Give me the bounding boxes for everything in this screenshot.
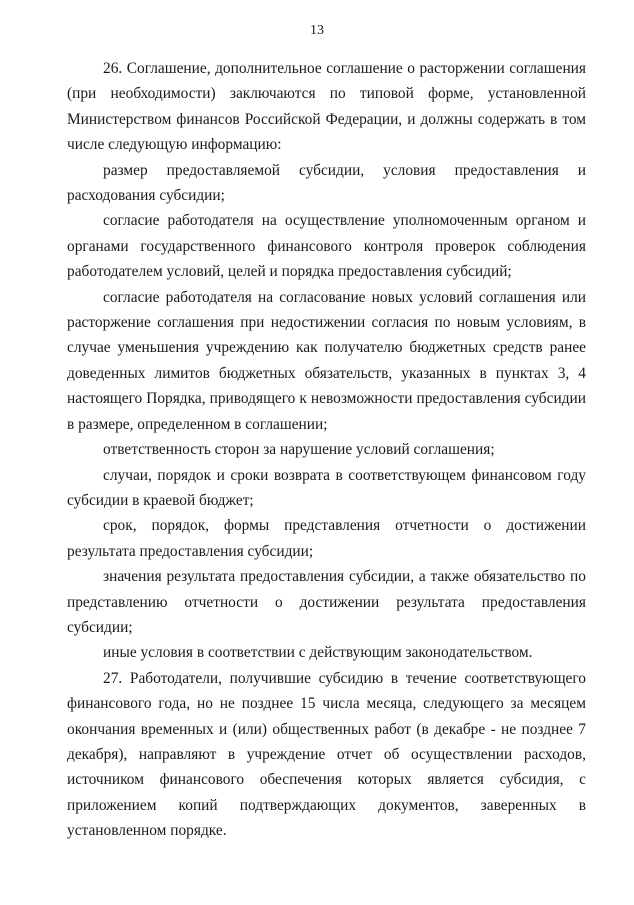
document-body (67, 56, 586, 844)
paragraph-inspection-consent: согласие работодателя на осуществление уполномоченным органом и органами государственного финансового контроля проверок соблюдения работодателем условий, целей и порядка предоставления субсидий; (67, 212, 586, 281)
paragraph-refund-cases: случаи, порядок и сроки возврата в соответствующем финансовом году субсидии в краевой бюджет; (67, 466, 586, 509)
paragraph-responsibility: ответственность сторон за нарушение условий соглашения; (103, 441, 495, 459)
paragraph-subsidy-size: размер предоставляемой субсидии, условия предоставления и расходования субсидии; (67, 161, 586, 205)
paragraph-26-intro: 26. Соглашение, дополнительное соглашение о расторжении соглашения (при необходимости) заключаются по типовой форме, установленной Министерством финансов Российской Федерации, и должны содержать в том числе следующую информацию: (67, 60, 586, 154)
paragraph-result-values: значения результата предоставления субсидии, а также обязательство по представлению отчетности о достижении результата предоставления субсидии; (67, 568, 586, 636)
paragraph-new-conditions-consent: согласие работодателя на согласование новых условий соглашения или расторжение соглашения при недостижении согласия по новым условиям, в случае уменьшения учреждению как получателю бюджетных средств ранее доведенных лимитов бюджетных обязательств, указанных в пунктах 3, 4 настоящего Порядка, приводящего к невозможности предоставления субсидии в размере, определенном в соглашении; (67, 288, 586, 433)
paragraph-other-conditions: иные условия в соответствии с действующим законодательством. (103, 644, 533, 662)
paragraph-reporting-forms: срок, порядок, формы представления отчетности о достижении результата предоставления субсидии; (67, 517, 586, 560)
page-number: 13 (310, 23, 324, 38)
paragraph-27-report: 27. Работодатели, получившие субсидию в течение соответствующего финансового года, но не позднее 15 числа месяца, следующего за месяцем окончания временных и (или) общественных работ (в декабре - не позднее 7 декабря), направляют в учреждение отчет об осуществлении расходов, источником финансового обеспечения которых является субсидия, с приложением копий подтверждающих документов, заверенных в установленном порядке. (67, 669, 586, 840)
